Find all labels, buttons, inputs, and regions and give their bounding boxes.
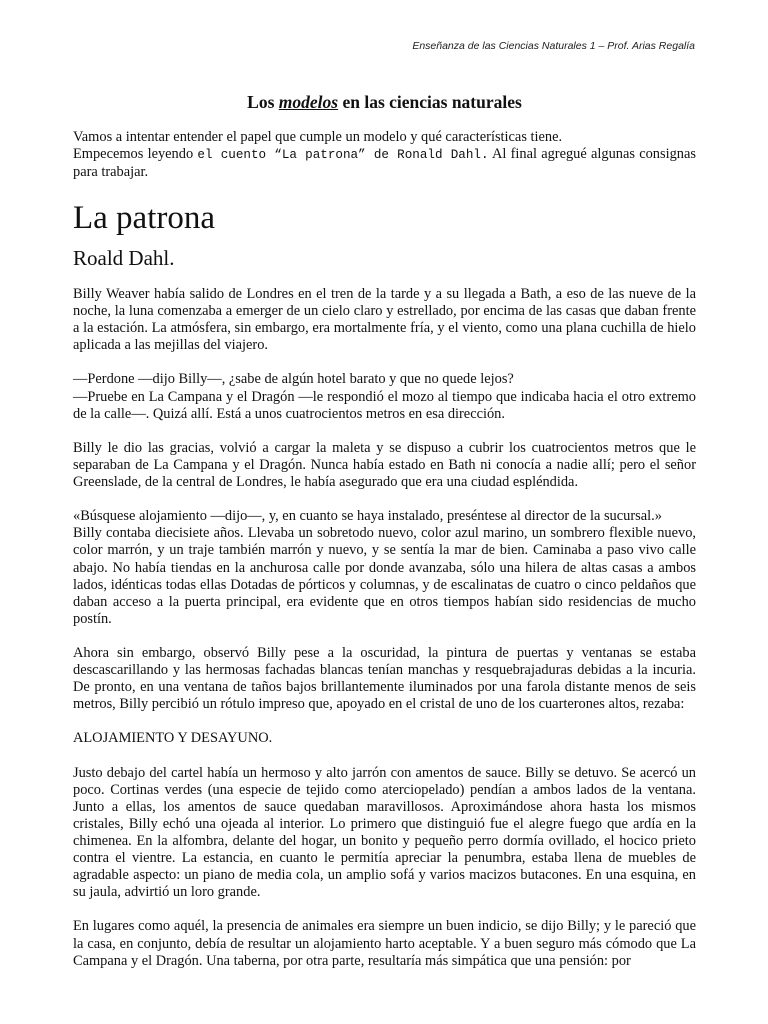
intro-line-2-end: Al final agregué algunas consignas para trabajar.	[73, 146, 696, 181]
story-paragraph-7: Ahora sin embargo, observó Billy pese a la oscuridad, la pintura de puertas y ventanas se estaba descascarillando y las hermosas fachadas blancas tenían manchas y resquebrajaduras debidas a la incuria. De pronto, en una ventana de taños bajos brillantemente iluminados por una farola distante menos de seis metros, Billy percibió un rótulo impreso que, apoyado en el cristal de uno de los cuarterones altos, rezaba:	[73, 644, 696, 713]
story-paragraph-5: «Búsquese alojamiento —dijo—, y, en cuanto se haya instalado, preséntese al director de la sucursal.»	[73, 508, 662, 525]
story-author: Roald Dahl.	[73, 246, 175, 270]
intro-line-2-start: Empecemos leyendo	[73, 146, 198, 163]
story-paragraph-9: Justo debajo del cartel había un hermoso y alto jarrón con amentos de sauce. Billy se detuvo. Se acercó un poco. Cortinas verdes (una especie de tejido como aterciopelado) pendían a ambos lados de la ventana. Junto a ellas, los amentos de sauce quedaban maravillosos. Aproximándose ahora hasta los mismos cristales, Billy echó una ojeada al interior. Lo primero que distinguió fue el alegre fuego que ardía en la chimenea. En la alfombra, delante del hogar, un bonito y pequeño perro dormía ovillado, el hocico prieto contra el vientre. La estancia, en cuanto le permitía apreciar la penumbra, estaba llena de muebles de agradable aspecto: un piano de media cola, un amplio sofá y varios macizos butacones. En una esquina, en su jaula, advirtió un loro grande.	[73, 764, 696, 901]
story-paragraph-3: —Pruebe en La Campana y el Dragón —le respondió el mozo al tiempo que indicaba hacia el otro extremo de la calle—. Quizá allí. Está a unos cuatrocientos metros en esa dirección.	[73, 388, 696, 422]
story-paragraph-2: —Perdone —dijo Billy—, ¿sabe de algún hotel barato y que no quede lejos?	[73, 371, 514, 388]
story-title: La patrona	[73, 200, 216, 236]
intro-line-1: Vamos a intentar entender el papel que cumple un modelo y qué características tiene.	[73, 129, 563, 145]
story-paragraph-10: En lugares como aquél, la presencia de animales era siempre un buen indicio, se dijo Billy; y le pareció que la casa, en conjunto, debía de resultar un alojamiento harto aceptable. Y a buen seguro más cómodo que La Campana y el Dragón. Una taberna, por otra parte, resultaría más simpática que una pensión: por	[73, 918, 696, 969]
intro-block	[73, 129, 696, 181]
title-part-2: en las ciencias naturales	[338, 92, 522, 112]
intro-line-2	[73, 146, 696, 181]
story-paragraph-6: Billy contaba diecisiete años. Llevaba un sobretodo nuevo, color azul marino, un sombrero flexible nuevo, color marrón, y un traje también marrón y nuevo, y se sentía la mar de bien. Caminaba a paso vivo calle abajo. No había tiendas en la anchurosa calle por donde avanzaba, sólo una hilera de altas casas a ambos lados, idénticas todas ellas Dotadas de pórticos y columnas, y de escalinatas de cuatro o cinco peldaños que daban acceso a la puerta principal, era evidente que en otros tiempos habían sido residencias de mucho postín.	[73, 525, 696, 627]
title-emphasis: modelos	[278, 92, 339, 112]
document-title	[73, 92, 696, 113]
title-part-1: Los	[247, 92, 279, 112]
story-paragraph-4: Billy le dio las gracias, volvió a cargar la maleta y se dispuso a cubrir los cuatrocientos metros que le separaban de La Campana y el Dragón. Nunca había estado en Bath ni conocía a nadie allí; pero el señor Greenslade, de la central de Londres, le había asegurado que era una ciudad espléndida.	[73, 439, 696, 491]
story-paragraph-1: Billy Weaver había salido de Londres en el tren de la tarde y a su llegada a Bath, a eso de las nueve de la noche, la luna comenzaba a emerger de un cielo claro y estrellado, por encima de las casas que daban frente a la estación. La atmósfera, sin embargo, era mortalmente fría, y el viento, como una plana cuchilla de hielo aplicada a las mejillas del viajero.	[73, 286, 696, 354]
running-header: Enseñanza de las Ciencias Naturales 1 – Prof. Arias Regalía	[412, 40, 695, 52]
story-paragraph-8: ALOJAMIENTO Y DESAYUNO.	[73, 730, 273, 747]
story-body	[73, 286, 696, 987]
intro-line-2-mono: el cuento “La patrona” de Ronald Dahl.	[197, 148, 489, 163]
